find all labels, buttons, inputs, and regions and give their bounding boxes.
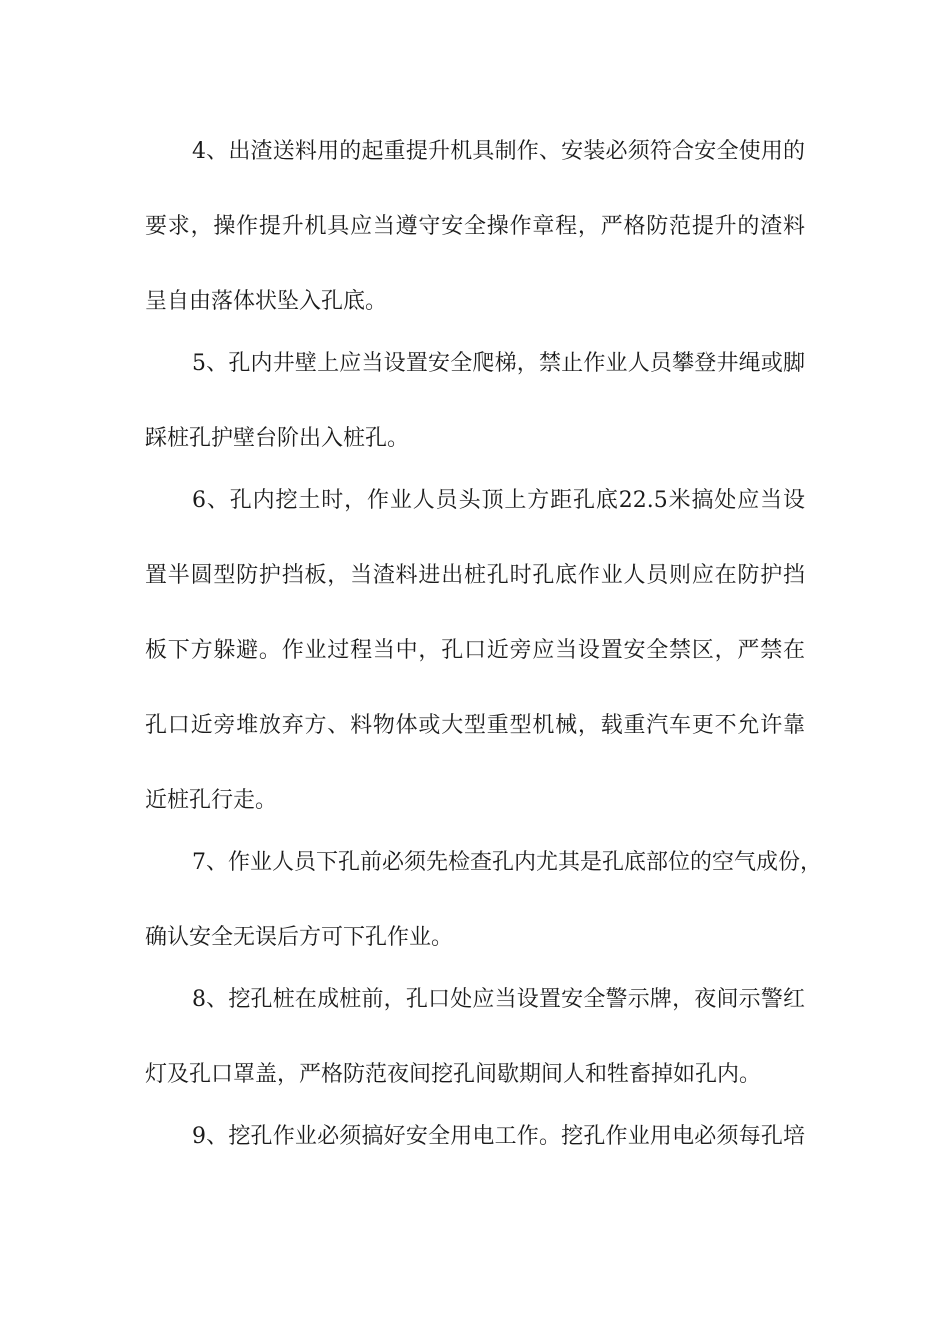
paragraph-8-line-2: 灯及孔口罩盖，严格防范夜间挖孔间歇期间人和牲畜掉如孔内。 [145,1062,762,1087]
paragraph-7-line-2: 确认安全无误后方可下孔作业。 [145,925,454,950]
paragraph-6-line-4: 孔口近旁堆放弃方、料物体或大型重型机械，载重汽车更不允许靠 [145,713,805,738]
paragraph-8-line-1: 8、挖孔桩在成桩前，孔口处应当设置安全警示牌，夜间示警红 [192,987,805,1012]
paragraph-4-line-1: 4、出渣送料用的起重提升机具制作、安装必须符合安全使用的 [192,139,805,164]
paragraph-5-line-2: 踩桩孔护壁台阶出入桩孔。 [145,426,410,451]
paragraph-6-line-2: 置半圆型防护挡板，当渣料进出桩孔时孔底作业人员则应在防护挡 [145,563,805,588]
paragraph-4-line-3: 呈自由落体状坠入孔底。 [145,289,388,314]
paragraph-6-line-1: 6、孔内挖土时，作业人员头顶上方距孔底22.5米搞处应当设 [192,488,805,513]
paragraph-6-line-3: 板下方躲避。作业过程当中，孔口近旁应当设置安全禁区，严禁在 [145,638,805,663]
paragraph-7-line-1: 7、作业人员下孔前必须先检查孔内尤其是孔底部位的空气成份， [192,850,822,875]
paragraph-5-line-1: 5、孔内井壁上应当设置安全爬梯，禁止作业人员攀登井绳或脚 [192,351,805,376]
paragraph-6-line-5: 近桩孔行走。 [145,788,278,813]
paragraph-9-line-1: 9、挖孔作业必须搞好安全用电工作。挖孔作业用电必须每孔培 [192,1124,805,1149]
paragraph-4-line-2: 要求，操作提升机具应当遵守安全操作章程，严格防范提升的渣料 [145,214,805,239]
